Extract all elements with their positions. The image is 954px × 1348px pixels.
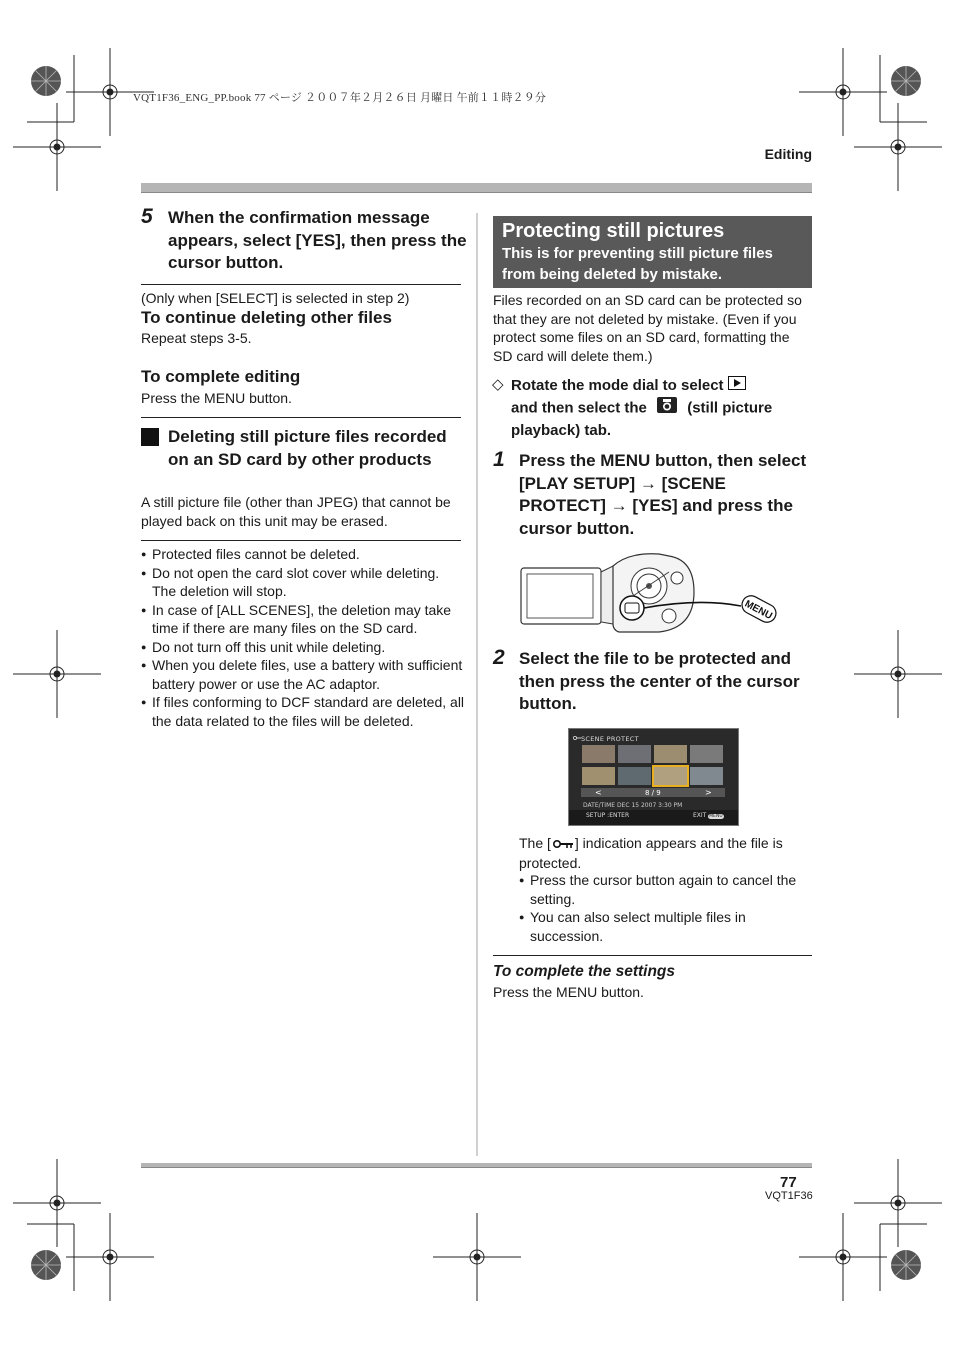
step-5-number: 5: [141, 205, 153, 228]
screen-setup-label: SETUP :ENTER: [586, 812, 630, 819]
protect-subtitle: This is for preventing still picture files from being deleted by mistake.: [502, 245, 773, 283]
next-page-icon[interactable]: >: [705, 788, 712, 797]
thumbnail[interactable]: [582, 767, 615, 785]
screen-exit-label: [693, 812, 724, 819]
note-item: ● In case of [ALL SCENES], the deletion may take time if there are many files on the SD card.: [141, 601, 465, 638]
screen-datetime: DATE/TIME DEC 15 2007 3:30 PM: [583, 802, 683, 809]
thumbnail[interactable]: [582, 745, 615, 763]
continue-heading: To continue deleting other files: [141, 308, 392, 327]
bottom-rule: [141, 1163, 812, 1168]
section-title: Editing: [764, 146, 812, 162]
top-rule: [141, 183, 812, 193]
menu-badge: MENU: [709, 814, 723, 819]
step-5-text: When the confirmation message appears, select [YES], then press the cursor button.: [168, 208, 467, 272]
divider: [493, 955, 812, 956]
document-code: VQT1F36: [765, 1190, 813, 1202]
note-item: ● Do not turn off this unit while deleting.: [141, 638, 465, 657]
note-item: ● Do not open the card slot cover while deleting. The deletion will stop.: [141, 564, 465, 601]
indication-post: ] indication appears and the file is protected.: [519, 835, 783, 871]
lcd-screen: [568, 728, 739, 826]
screen-header: SCENE PROTECT: [581, 735, 639, 743]
note-item: ● Press the cursor button again to cancel the setting.: [519, 871, 813, 908]
thumbnail[interactable]: [690, 767, 723, 785]
protect-title: Protecting still pictures: [502, 220, 725, 242]
indication-text: [519, 834, 811, 872]
thumbnail[interactable]: [654, 745, 687, 763]
deleting-text: A still picture file (other than JPEG) that cannot be played back on this unit may be erased.: [141, 494, 451, 529]
divider: [141, 540, 461, 541]
play-mode-icon: [728, 375, 746, 397]
indication-pre: The [: [519, 835, 551, 851]
deleting-heading: Deleting still picture files recorded on an SD card by other products: [168, 427, 447, 469]
settings-heading: To complete the settings: [493, 963, 676, 980]
column-divider: [476, 213, 478, 1156]
step-2-text: Select the file to be protected and then press the center of the cursor button.: [519, 649, 800, 713]
divider: [141, 284, 461, 285]
camcorder-illustration: [519, 552, 781, 636]
note-item: ● Protected files cannot be deleted.: [141, 545, 465, 564]
note-item: ● If files conforming to DCF standard are deleted, all the data related to the files will be deleted.: [141, 693, 465, 730]
step-1-text: Press the MENU button, then select [PLAY SETUP] → [SCENE PROTECT] → [YES] and press the cursor button.: [519, 451, 807, 538]
note-item: ● When you delete files, use a battery with sufficient battery power or use the AC adaptor.: [141, 656, 465, 693]
right-notes-list: [519, 871, 813, 945]
step-2-number: 2: [493, 646, 505, 669]
dial-text-1: Rotate the mode dial to select: [511, 377, 724, 394]
print-header: VQT1F36_ENG_PP.book 77 ページ ２００７年２月２６日 月曜日 午前１１時２９分: [133, 92, 547, 104]
mode-dial-instruction: [511, 375, 811, 442]
thumbnail[interactable]: [618, 767, 651, 785]
only-when-note: (Only when [SELECT] is selected in step 2): [141, 290, 410, 306]
thumbnail[interactable]: [618, 745, 651, 763]
note-item: ● You can also select multiple files in succession.: [519, 908, 813, 945]
key-icon: [573, 735, 581, 741]
protect-banner: [493, 216, 812, 288]
complete-heading: To complete editing: [141, 367, 301, 386]
dial-text-2: and then select the: [511, 399, 647, 417]
step-1-number: 1: [493, 448, 505, 471]
section-square-icon: [141, 428, 159, 446]
thumbnail-selected[interactable]: [654, 767, 687, 785]
diamond-symbol: ◇: [492, 376, 504, 393]
page-indicator: 8 / 9: [645, 789, 661, 797]
key-icon: [553, 835, 573, 854]
page-number: 77: [780, 1174, 797, 1191]
divider: [141, 417, 461, 418]
settings-text: Press the MENU button.: [493, 984, 644, 1000]
continue-text: Repeat steps 3-5.: [141, 330, 252, 346]
camera-icon: [657, 397, 677, 420]
complete-text: Press the MENU button.: [141, 390, 292, 406]
menu-button-label: MENU: [742, 598, 774, 623]
left-notes-list: [141, 545, 465, 730]
exit-text: EXIT: [693, 812, 707, 819]
protect-intro: Files recorded on an SD card can be protected so that they are not deleted by mistake. (Even if you protect some files on an SD card, formatting the SD card will delete them.): [493, 292, 802, 364]
dial-text-3: (still picture playback) tab.: [511, 399, 773, 440]
prev-page-icon[interactable]: <: [595, 788, 602, 797]
thumbnail[interactable]: [690, 745, 723, 763]
